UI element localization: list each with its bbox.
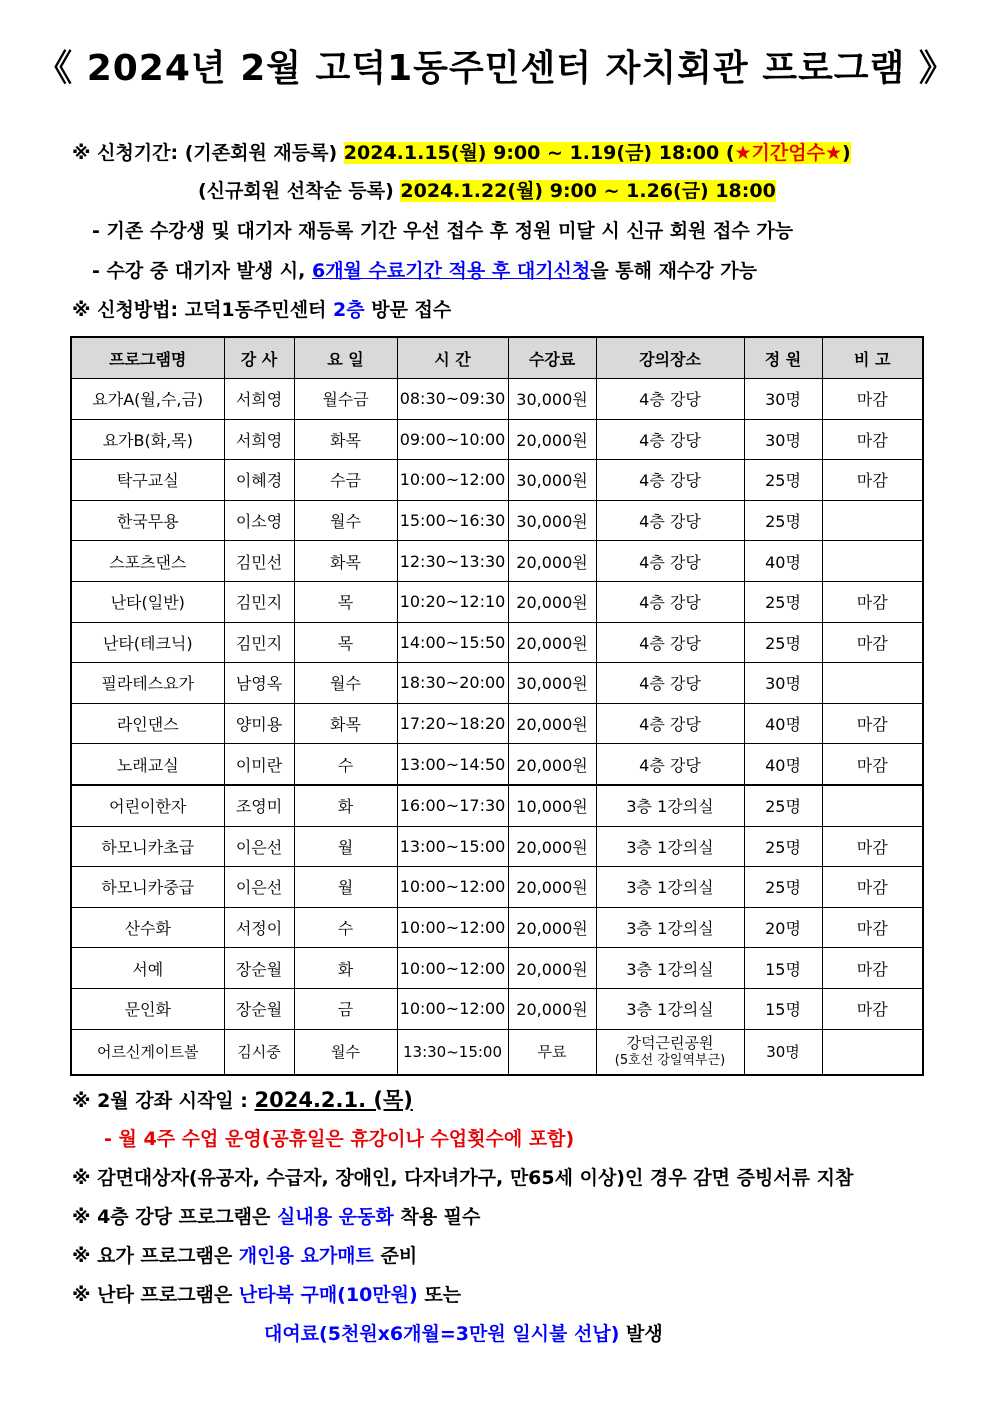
cell-days: 월수 xyxy=(294,663,397,704)
cell-teacher: 장순월 xyxy=(224,948,294,989)
cell-note: 마감 xyxy=(822,907,923,948)
cell-time: 17:20~18:20 xyxy=(397,703,508,744)
cell-note: 마감 xyxy=(822,948,923,989)
cell-time: 10:00~12:00 xyxy=(397,907,508,948)
cell-place: 4층 강당 xyxy=(596,703,744,744)
cell-fee: 20,000원 xyxy=(508,744,596,785)
cell-time: 18:30~20:00 xyxy=(397,663,508,704)
place-line1: 강덕근린공원 xyxy=(626,1033,714,1052)
discount-note: ※ 감면대상자(유공자, 수급자, 장애인, 다자녀가구, 만65세 이상)인 경우 감면 증빙서류 지참 xyxy=(72,1167,854,1189)
table-row xyxy=(71,867,923,908)
cell-note: 마감 xyxy=(822,581,923,622)
cell-fee: 20,000원 xyxy=(508,419,596,460)
program-table xyxy=(70,336,924,1076)
cell-capacity: 40명 xyxy=(744,744,822,785)
cell-time: 10:00~12:00 xyxy=(397,867,508,908)
cell-fee: 30,000원 xyxy=(508,379,596,420)
cell-place: 4층 강당 xyxy=(596,460,744,501)
cell-time: 10:00~12:00 xyxy=(397,460,508,501)
apply-existing-period: 2024.1.15(월) 9:00 ~ 1.19(금) 18:00 ( xyxy=(343,142,735,164)
cell-place: 3층 1강의실 xyxy=(596,988,744,1029)
cell-teacher: 서정이 xyxy=(224,907,294,948)
cell-note xyxy=(822,500,923,541)
cell-program: 요가B(화,목) xyxy=(71,419,224,460)
cell-days: 금 xyxy=(294,988,397,1029)
cell-fee: 20,000원 xyxy=(508,581,596,622)
cell-fee: 30,000원 xyxy=(508,663,596,704)
cell-days: 월수 xyxy=(294,1029,397,1075)
table-row xyxy=(71,622,923,663)
cell-teacher: 이혜경 xyxy=(224,460,294,501)
cell-note: 마감 xyxy=(822,703,923,744)
cell-fee: 20,000원 xyxy=(508,988,596,1029)
cell-fee: 무료 xyxy=(508,1029,596,1075)
cell-note xyxy=(822,663,923,704)
cell-note: 마감 xyxy=(822,622,923,663)
hall-shoes-note xyxy=(72,1202,480,1229)
header-teacher: 강 사 xyxy=(224,337,294,379)
cell-place: 4층 강당 xyxy=(596,500,744,541)
cell-teacher: 양미용 xyxy=(224,703,294,744)
yoga-mat-note xyxy=(72,1241,417,1268)
cell-fee: 30,000원 xyxy=(508,500,596,541)
cell-days: 목 xyxy=(294,622,397,663)
cell-place: 3층 1강의실 xyxy=(596,867,744,908)
cell-capacity: 15명 xyxy=(744,988,822,1029)
header-note: 비 고 xyxy=(822,337,923,379)
cell-capacity: 25명 xyxy=(744,826,822,867)
table-header-row xyxy=(71,337,923,379)
cell-program: 난타(테크닉) xyxy=(71,622,224,663)
yoga-pre: ※ 요가 프로그램은 xyxy=(72,1245,239,1267)
cell-days: 화 xyxy=(294,948,397,989)
cell-place: 4층 강당 xyxy=(596,663,744,704)
cell-program: 난타(일반) xyxy=(71,581,224,622)
cell-days: 월수금 xyxy=(294,379,397,420)
hall-pre: ※ 4층 강당 프로그램은 xyxy=(72,1206,277,1228)
cell-fee: 20,000원 xyxy=(508,826,596,867)
cell-time: 09:00~10:00 xyxy=(397,419,508,460)
note-waitlist xyxy=(92,256,757,283)
cell-days: 수 xyxy=(294,744,397,785)
yoga-item: 개인용 요가매트 xyxy=(238,1245,374,1267)
table-row xyxy=(71,663,923,704)
header-time: 시 간 xyxy=(397,337,508,379)
cell-program: 라인댄스 xyxy=(71,703,224,744)
cell-capacity: 40명 xyxy=(744,541,822,582)
cell-fee: 20,000원 xyxy=(508,867,596,908)
apply-period-existing xyxy=(72,138,851,165)
waitlist-rule: 6개월 수료기간 적용 후 대기신청 xyxy=(311,260,591,282)
apply-method-pre: ※ 신청방법: 고덕1동주민센터 xyxy=(72,299,334,321)
table-row xyxy=(71,419,923,460)
cell-time: 10:00~12:00 xyxy=(397,988,508,1029)
cell-capacity: 15명 xyxy=(744,948,822,989)
hall-item: 실내용 운동화 xyxy=(276,1206,394,1228)
cell-capacity: 30명 xyxy=(744,419,822,460)
cell-time: 16:00~17:30 xyxy=(397,785,508,826)
cell-teacher: 김민선 xyxy=(224,541,294,582)
cell-place: 4층 강당 xyxy=(596,744,744,785)
table-row xyxy=(71,948,923,989)
cell-place: 4층 강당 xyxy=(596,581,744,622)
apply-existing-close: ) xyxy=(842,142,851,164)
cell-program: 하모니카초급 xyxy=(71,826,224,867)
apply-method xyxy=(72,295,451,322)
course-start-date: 2024.2.1. (목) xyxy=(254,1088,413,1112)
cell-fee: 20,000원 xyxy=(508,541,596,582)
cell-note: 마감 xyxy=(822,460,923,501)
cell-days: 월 xyxy=(294,826,397,867)
cell-program: 서예 xyxy=(71,948,224,989)
cell-time: 13:30~15:00 xyxy=(397,1029,508,1075)
cell-days: 목 xyxy=(294,581,397,622)
cell-days: 화 xyxy=(294,785,397,826)
cell-place: 3층 1강의실 xyxy=(596,785,744,826)
table-row xyxy=(71,744,923,785)
place-line2: (5호선 강일역부근) xyxy=(614,1052,726,1068)
apply-label: ※ 신청기간: (기존회원 재등록) xyxy=(72,142,344,164)
cell-fee: 30,000원 xyxy=(508,460,596,501)
cell-teacher: 김민지 xyxy=(224,581,294,622)
cell-program: 요가A(월,수,금) xyxy=(71,379,224,420)
cell-capacity: 25명 xyxy=(744,581,822,622)
cell-program: 문인화 xyxy=(71,988,224,1029)
cell-note xyxy=(822,785,923,826)
rental-note xyxy=(264,1319,663,1346)
apply-method-floor: 2층 xyxy=(333,299,365,321)
cell-teacher: 김시중 xyxy=(224,1029,294,1075)
cell-place: 4층 강당 xyxy=(596,622,744,663)
cell-capacity: 25명 xyxy=(744,867,822,908)
cell-time: 13:00~14:50 xyxy=(397,744,508,785)
cell-note xyxy=(822,541,923,582)
cell-place: 4층 강당 xyxy=(596,379,744,420)
cell-time: 10:20~12:10 xyxy=(397,581,508,622)
page-title: 《 2024년 2월 고덕1동주민센터 자치회관 프로그램 》 xyxy=(36,48,956,89)
cell-teacher: 서희영 xyxy=(224,419,294,460)
rental-post: 발생 xyxy=(619,1323,663,1345)
table-row xyxy=(71,703,923,744)
cell-teacher: 김민지 xyxy=(224,622,294,663)
cell-capacity: 20명 xyxy=(744,907,822,948)
course-start-label: ※ 2월 강좌 시작일 : xyxy=(72,1090,255,1112)
cell-days: 월수 xyxy=(294,500,397,541)
cell-time: 10:00~12:00 xyxy=(397,948,508,989)
cell-capacity: 25명 xyxy=(744,500,822,541)
strict-deadline-note: ★기간엄수★ xyxy=(734,142,842,164)
cell-teacher: 조영미 xyxy=(224,785,294,826)
cell-time: 08:30~09:30 xyxy=(397,379,508,420)
cell-place xyxy=(596,1029,744,1075)
cell-program: 한국무용 xyxy=(71,500,224,541)
cell-capacity: 30명 xyxy=(744,379,822,420)
header-fee: 수강료 xyxy=(508,337,596,379)
table-row xyxy=(71,907,923,948)
cell-capacity: 25명 xyxy=(744,622,822,663)
cell-program: 어린이한자 xyxy=(71,785,224,826)
cell-program: 노래교실 xyxy=(71,744,224,785)
cell-note: 마감 xyxy=(822,867,923,908)
cell-fee: 20,000원 xyxy=(508,622,596,663)
header-place: 강의장소 xyxy=(596,337,744,379)
cell-place: 4층 강당 xyxy=(596,541,744,582)
cell-note xyxy=(822,1029,923,1075)
cell-time: 14:00~15:50 xyxy=(397,622,508,663)
apply-new-label: (신규회원 선착순 등록) xyxy=(198,180,401,202)
cell-fee: 10,000원 xyxy=(508,785,596,826)
cell-teacher: 이미란 xyxy=(224,744,294,785)
cell-program: 필라테스요가 xyxy=(71,663,224,704)
table-row xyxy=(71,988,923,1029)
cell-capacity: 25명 xyxy=(744,460,822,501)
cell-days: 화목 xyxy=(294,703,397,744)
cell-fee: 20,000원 xyxy=(508,948,596,989)
table-body xyxy=(71,379,923,1075)
nanta-drum-note xyxy=(72,1280,461,1307)
cell-program: 하모니카중급 xyxy=(71,867,224,908)
cell-capacity: 40명 xyxy=(744,703,822,744)
cell-time: 12:30~13:30 xyxy=(397,541,508,582)
table-row xyxy=(71,785,923,826)
cell-time: 13:00~15:00 xyxy=(397,826,508,867)
nanta-item: 난타북 구매(10만원) xyxy=(238,1284,418,1306)
header-days: 요 일 xyxy=(294,337,397,379)
cell-note: 마감 xyxy=(822,744,923,785)
cell-days: 수금 xyxy=(294,460,397,501)
cell-teacher: 이은선 xyxy=(224,826,294,867)
cell-teacher: 장순월 xyxy=(224,988,294,1029)
cell-teacher: 이은선 xyxy=(224,867,294,908)
table-row xyxy=(71,379,923,420)
table-row xyxy=(71,500,923,541)
cell-days: 화목 xyxy=(294,419,397,460)
note-priority: - 기존 수강생 및 대기자 재등록 기간 우선 접수 후 정원 미달 시 신규 회원 접수 가능 xyxy=(92,220,794,242)
yoga-post: 준비 xyxy=(373,1245,418,1267)
cell-note: 마감 xyxy=(822,988,923,1029)
apply-existing-highlight xyxy=(344,142,851,164)
table-row xyxy=(71,581,923,622)
table-row xyxy=(71,826,923,867)
table-row xyxy=(71,541,923,582)
apply-period-new xyxy=(198,176,776,203)
nanta-post: 또는 xyxy=(417,1284,462,1306)
cell-place: 3층 1강의실 xyxy=(596,826,744,867)
cell-note: 마감 xyxy=(822,826,923,867)
note-waitlist-post: 을 통해 재수강 가능 xyxy=(590,260,757,282)
cell-place: 3층 1강의실 xyxy=(596,907,744,948)
apply-new-period: 2024.1.22(월) 9:00 ~ 1.26(금) 18:00 xyxy=(400,180,776,202)
header-program: 프로그램명 xyxy=(71,337,224,379)
cell-time: 15:00~16:30 xyxy=(397,500,508,541)
cell-program: 어르신게이트볼 xyxy=(71,1029,224,1075)
cell-days: 화목 xyxy=(294,541,397,582)
cell-fee: 20,000원 xyxy=(508,907,596,948)
cell-days: 수 xyxy=(294,907,397,948)
cell-capacity: 25명 xyxy=(744,785,822,826)
cell-program: 산수화 xyxy=(71,907,224,948)
cell-capacity: 30명 xyxy=(744,663,822,704)
cell-teacher: 서희영 xyxy=(224,379,294,420)
cell-program: 스포츠댄스 xyxy=(71,541,224,582)
cell-note: 마감 xyxy=(822,419,923,460)
weekly-note: - 월 4주 수업 운영(공휴일은 휴강이나 수업횟수에 포함) xyxy=(104,1128,575,1150)
rental-item: 대여료(5천원x6개월=3만원 일시불 선납) xyxy=(264,1323,620,1345)
cell-place: 3층 1강의실 xyxy=(596,948,744,989)
header-capacity: 정 원 xyxy=(744,337,822,379)
apply-method-post: 방문 접수 xyxy=(364,299,452,321)
cell-place: 4층 강당 xyxy=(596,419,744,460)
cell-fee: 20,000원 xyxy=(508,703,596,744)
table-row xyxy=(71,460,923,501)
cell-capacity: 30명 xyxy=(744,1029,822,1075)
table-row xyxy=(71,1029,923,1075)
cell-teacher: 남영옥 xyxy=(224,663,294,704)
hall-post: 착용 필수 xyxy=(393,1206,481,1228)
nanta-pre: ※ 난타 프로그램은 xyxy=(72,1284,239,1306)
cell-note: 마감 xyxy=(822,379,923,420)
note-waitlist-pre: - 수강 중 대기자 발생 시, xyxy=(92,260,312,282)
course-start xyxy=(72,1084,413,1114)
cell-days: 월 xyxy=(294,867,397,908)
cell-program: 탁구교실 xyxy=(71,460,224,501)
cell-teacher: 이소영 xyxy=(224,500,294,541)
